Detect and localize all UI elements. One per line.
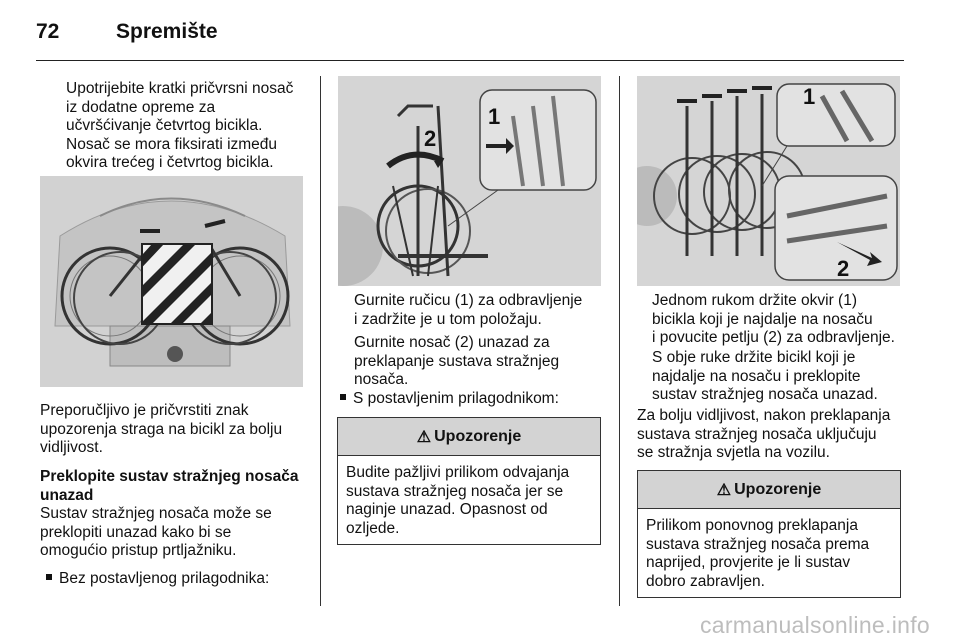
column-divider-1 [320,76,321,606]
section-heading: Preklopite sustav stražnjeg nosača unazad [40,468,299,504]
warning-title: Upozorenje [734,480,822,498]
hold-frame-instruction: Jednom rukom držite okvir (1) bicikla koji je najdalje na nosaču i povucite petlju (2) za odbravljenje. [652,292,895,346]
callout-2: 2 [424,126,437,151]
rear-lights-note: Za bolju vidljivost, nakon preklapanja sustava stražnjeg nosača uključuju se stražnja svjetla na vozilu. [637,407,891,461]
warning-box-1 [337,417,601,545]
bullet-marker [340,394,346,400]
callout-2: 2 [837,256,850,281]
callout-1: 1 [488,104,501,129]
bullet-marker [46,574,52,580]
bullet-text: Bez postavljenog prilagodnika: [59,570,270,587]
warning-icon: ⚠ [716,481,732,499]
push-carrier-instruction: Gurnite nosač (2) unazad za preklapanje sustava stražnjeg nosača. [354,334,560,388]
visibility-note: Preporučljivo je pričvrstiti znak upozorenja straga na bicikl za bolju vidljivost. [40,402,283,456]
section-body: Sustav stražnjeg nosača može se preklopiti unazad kako bi se omogućio pristup prtljažniku. [40,505,272,559]
intro-text: Upotrijebite kratki pričvrsni nosač iz dodatne opreme za učvršćivanje četvrtog bicikla. Nosač se mora fiksirati između okvira trećeg i četvrtog bicikla. [66,80,294,171]
warning-header [638,471,900,509]
page-title: Spremište [116,20,218,43]
warning-icon: ⚠ [416,428,432,446]
warning-title: Upozorenje [434,427,522,445]
fold-rack-illustration [338,76,601,286]
warning-box-2 [637,470,901,598]
four-bike-rack-illustration [637,76,900,286]
warning-text: Prilikom ponovnog preklapanja sustava stražnjeg nosača prema naprijed, provjerite je li sustav dobro zabravljen. [646,517,870,590]
callout-1: 1 [803,84,816,109]
bullet-without-adapter [46,570,269,589]
bicycle-rack-photo [40,176,303,387]
header-rule [36,60,904,61]
bullet-text: S postavljenim prilagodnikom: [353,390,559,407]
warning-text: Budite pažljivi prilikom odvajanja sustava stražnjeg nosača jer se naginje unazad. Opasnost od ozljede. [346,464,570,537]
watermark: carmanualsonline.info [699,612,930,638]
warning-header [338,418,600,456]
unlock-lever-instruction: Gurnite ručicu (1) za odbravljenje i zadržite je u tom položaju. [354,292,583,328]
column-divider-2 [619,76,620,606]
fold-back-instruction: S obje ruke držite bicikl koji je najdalje na nosaču i preklopite sustav stražnjeg nosača unazad. [652,349,878,403]
page-number: 72 [36,20,60,43]
bullet-with-adapter [340,390,559,409]
